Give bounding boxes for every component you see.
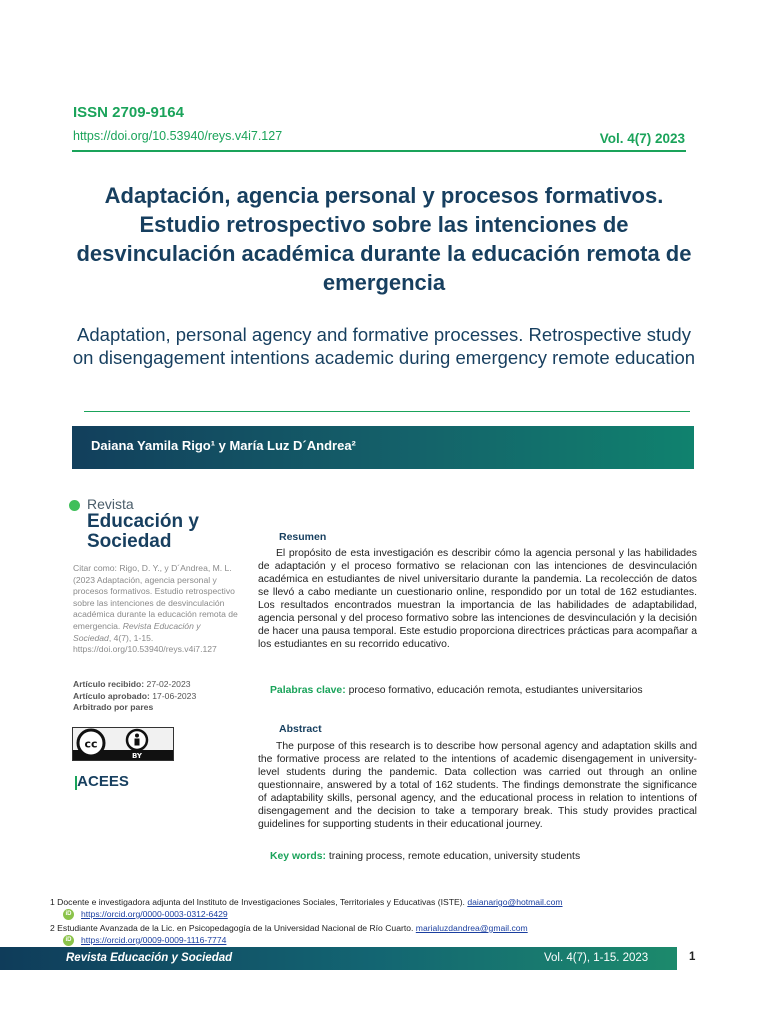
resumen-heading: Resumen (279, 531, 327, 543)
palabras-clave-values: proceso formativo, educación remota, estudiantes universitarios (345, 685, 643, 696)
footer-journal: Revista Educación y Sociedad (66, 952, 233, 964)
peer-review-note: Arbitrado por pares (73, 702, 154, 713)
acees-label: ACEES (77, 773, 129, 790)
abstract-text: The purpose of this research is to describe how personal agency and adaptation skills and the formative process are related to the intentions of academic disengagement in university-level students during the pandemic. Data collection was carried out through an online questionnaire, answered by a total of 162 students. The findings demonstrate the significance of adaptability skills, personal agency, and the educational process in relation to intentions of disengagement and the decision to take a temporary break. This study provides practical guidelines for supporting students in their educational journey. (258, 741, 697, 830)
palabras-clave (270, 685, 643, 696)
acees-logo (73, 773, 129, 790)
footnote-1-text: 1 Docente e investigadora adjunta del Instituto de Investigaciones Sociales, Territoriales y Educativas (ISTE). (50, 897, 468, 907)
footer-volume-pages: Vol. 4(7), 1-15. 2023 (544, 952, 649, 964)
received-label: Artículo recibido: (73, 679, 145, 689)
doi-link[interactable]: https://doi.org/10.53940/reys.v4i7.127 (73, 129, 283, 143)
footnote-2-email[interactable]: marialuzdandrea@gmail.com (415, 923, 528, 933)
title-english: Adaptation, personal agency and formative processes. Retrospective study on disengagement intentions academic during emergency remote education (72, 324, 696, 368)
resumen-text: El propósito de esta investigación es describir cómo la agencia personal y las habilidades de adaptación y el proceso formativo se relacionan con las intenciones de desvinculación académica en estudiantes de nivel universitario durante la pandemia. La recolección de datos se llevó a cabo mediante un cuestionario online, respondido por un total de 162 estudiantes. Los resultados encontrados muestran la importancia de las habilidades de adaptabilidad, agencia personal y del proceso formativo sobre las intenciones de desvinculación y la decisión de hacer una pausa temporal. Este estudio proporciona directrices prácticas para acompañar a los estudiantes en su recorrido educativo. (258, 548, 697, 650)
svg-text:cc: cc (84, 737, 98, 751)
cc-icon (78, 730, 104, 756)
footnote-2 (50, 923, 528, 933)
citation (73, 563, 239, 656)
citation-journal: Revista Educación y Sociedad (73, 620, 201, 643)
cc-by-license-graphic (73, 728, 173, 760)
volume-label: Vol. 4(7) 2023 (599, 131, 685, 146)
orcid-icon: iD (63, 909, 74, 920)
article-dates (73, 679, 243, 714)
footnote-1 (50, 897, 563, 907)
issn: ISSN 2709-9164 (73, 104, 184, 121)
title-rule (84, 411, 690, 412)
orcid-link-2[interactable]: https://orcid.org/0009-0009-1116-7774 (81, 935, 227, 945)
cc-by-license-badge[interactable] (72, 727, 174, 761)
received-date: 27-02-2023 (146, 679, 191, 689)
journal-logo-name (87, 512, 199, 552)
by-label: BY (131, 752, 143, 760)
citation-prefix: Citar como: Rigo, D. Y., y D´Andrea, M. L. (2023 Adaptación, agencia personal y procesos formativos. Estudio retrospectivo sobre las intenciones de desvinculación académica durante la educación remota de emergencia. (73, 563, 238, 631)
title-spanish: Adaptación, agencia personal y procesos formativos. Estudio retrospectivo sobre las intenciones de desvinculación académica durante la educación remota de emergencia (76, 183, 692, 295)
palabras-clave-label: Palabras clave: (270, 685, 346, 696)
journal-logo-line2: Sociedad (87, 531, 172, 552)
footnote-2-text: 2 Estudiante Avanzada de la Lic. en Psicopedagogía de la Universidad Nacional de Río Cuarto. (50, 923, 416, 933)
journal-logo-dot (69, 500, 80, 511)
by-person-icon (127, 730, 147, 750)
approved-date: 17-06-2023 (152, 690, 197, 701)
footnote-1-email[interactable]: daianarigo@hotmail.com (467, 897, 563, 907)
orcid-icon: iD (63, 935, 74, 946)
key-words (270, 851, 580, 862)
key-words-values: training process, remote education, university students (326, 851, 581, 862)
header-rule (72, 150, 686, 152)
abstract-heading: Abstract (279, 723, 322, 735)
orcid-link-1[interactable]: https://orcid.org/0000-0003-0312-6429 (81, 909, 228, 919)
approved-label: Artículo aprobado: (73, 690, 150, 701)
journal-logo-revista: Revista (87, 496, 134, 512)
journal-logo-line1: Educación y (87, 511, 199, 532)
citation-suffix: , 4(7), 1-15. https://doi.org/10.53940/reys.v4i7.127 (73, 632, 217, 655)
page-number: 1 (689, 951, 696, 963)
authors: Daiana Yamila Rigo¹ y María Luz D´Andrea² (91, 438, 356, 453)
key-words-label: Key words: (270, 851, 327, 862)
